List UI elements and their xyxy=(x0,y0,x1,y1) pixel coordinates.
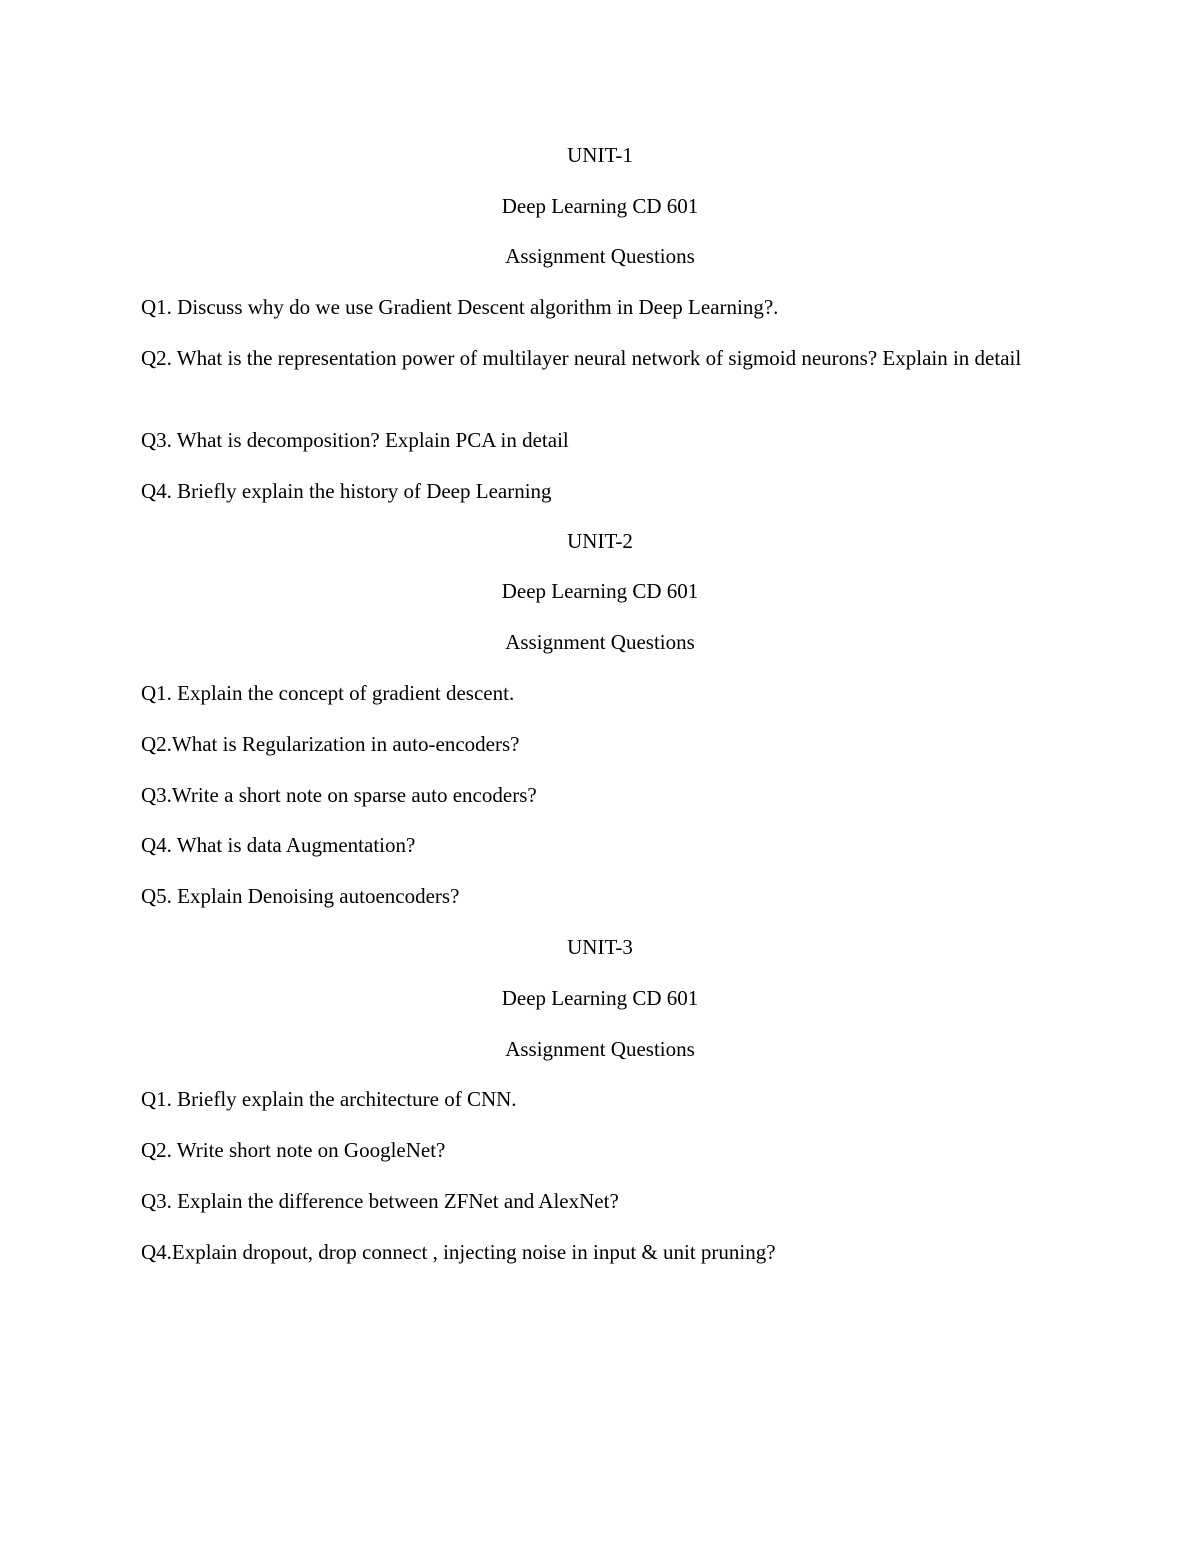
unit-2-question-5: Q5. Explain Denoising autoencoders? xyxy=(141,884,460,908)
unit-3-heading: Assignment Questions xyxy=(505,1037,695,1061)
unit-1-course: Deep Learning CD 601 xyxy=(501,194,699,218)
unit-1-title: UNIT-1 xyxy=(567,143,633,167)
unit-2-question-2: Q2.What is Regularization in auto-encoders? xyxy=(141,732,520,756)
unit-3-course: Deep Learning CD 601 xyxy=(501,986,699,1010)
unit-2-title: UNIT-2 xyxy=(567,529,633,553)
unit-2-course: Deep Learning CD 601 xyxy=(501,579,699,603)
unit-1-question-3: Q3. What is decomposition? Explain PCA in detail xyxy=(141,428,569,452)
unit-1-question-2: Q2. What is the representation power of multilayer neural network of sigmoid neurons? Explain in detail xyxy=(141,346,1022,370)
unit-2-question-3: Q3.Write a short note on sparse auto encoders? xyxy=(141,783,537,807)
unit-2-heading: Assignment Questions xyxy=(505,630,695,654)
unit-2-question-4: Q4. What is data Augmentation? xyxy=(141,833,416,857)
unit-2-question-1: Q1. Explain the concept of gradient descent. xyxy=(141,681,515,705)
unit-1-heading: Assignment Questions xyxy=(505,244,695,268)
unit-3-question-4: Q4.Explain dropout, drop connect , injecting noise in input & unit pruning? xyxy=(141,1240,776,1264)
unit-3-question-3: Q3. Explain the difference between ZFNet and AlexNet? xyxy=(141,1189,619,1213)
unit-3-question-1: Q1. Briefly explain the architecture of CNN. xyxy=(141,1087,517,1111)
unit-3-title: UNIT-3 xyxy=(567,935,633,959)
unit-1-question-4: Q4. Briefly explain the history of Deep Learning xyxy=(141,479,552,503)
unit-3-question-2: Q2. Write short note on GoogleNet? xyxy=(141,1138,446,1162)
unit-1-question-1: Q1. Discuss why do we use Gradient Descent algorithm in Deep Learning?. xyxy=(141,295,779,319)
